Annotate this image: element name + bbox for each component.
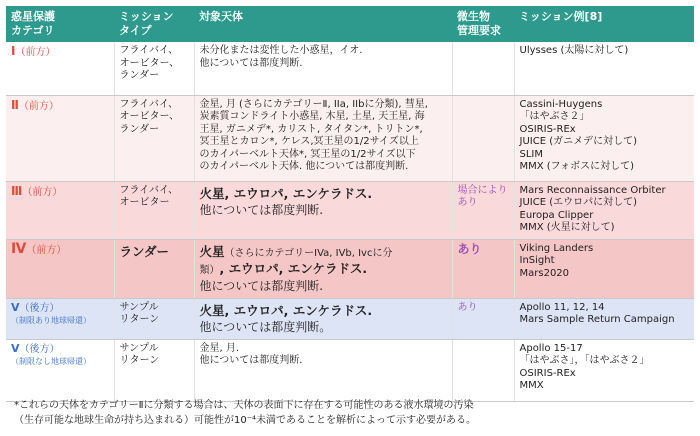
examples-cell: Apollo 11, 12, 14 Mars Sample Return Campaign xyxy=(514,298,694,339)
examples-cell: Apollo 15-17 「はやぶさ」，「はやぶさ２」 OSIRIS-REx MMX xyxy=(514,339,694,401)
category-cell: Ⅲ（前方） xyxy=(6,181,114,239)
mission-type-cell: フライバイ、 オービター xyxy=(114,181,194,239)
target-cell: 金星, 月 (さらにカテゴリーⅡ, IIa, IIbに分類), 彗星, 炭素質コンドライト小惑星, 木星, 土星, 天王星, 海 王星, ガニメデ*, カリスト, タイタン*, トリトン*, 冥王星とカロン*, ケレス,冥王星の1/2サイズ以上 のカイパーベルト天体*, 冥王星の1/2サイズ以下 のカイパーベルト天体. 他については都度判断. xyxy=(194,95,452,181)
microbe-cell xyxy=(452,95,514,181)
category-cell: Ⅴ（後方） （制限なし地球帰還） xyxy=(6,339,114,401)
header-target: 対象天体 xyxy=(194,6,452,42)
examples-cell: Mars Reconnaissance Orbiter JUICE (エウロパに対して) Europa Clipper MMX (火星に対して) xyxy=(514,181,694,239)
mission-type-cell: フライバイ、 オービター、 ランダー xyxy=(114,95,194,181)
header-row xyxy=(6,6,694,42)
category-cell: Ⅳ（前方） xyxy=(6,239,114,298)
table-row xyxy=(6,95,694,181)
microbe-cell: あり xyxy=(452,298,514,339)
table-row xyxy=(6,181,694,239)
category-cell: Ⅴ（後方） （制限あり地球帰還） xyxy=(6,298,114,339)
table-row xyxy=(6,339,694,401)
header-examples: ミッション例[8] xyxy=(514,6,694,42)
table-row xyxy=(6,42,694,95)
category-cell: Ⅱ（前方） xyxy=(6,95,114,181)
table-row xyxy=(6,298,694,339)
header-mission-type: ミッション タイプ xyxy=(114,6,194,42)
category-cell: Ⅰ（前方） xyxy=(6,42,114,95)
target-cell: 火星, エウロパ, エンケラドス. 他については都度判断. xyxy=(194,181,452,239)
microbe-cell xyxy=(452,42,514,95)
mission-type-cell: フライバイ、 オービター、 ランダー xyxy=(114,42,194,95)
footnote: *これらの天体をカテゴリーⅡに分類する場合は、天体の表面下に存在する可能性のある液水環境の汚染 （生存可能な地球生命が持ち込まれる）可能性が10⁻⁴未満であることを解析によって示す必要がある。 xyxy=(14,400,477,426)
header-category: 惑星保護 カテゴリ xyxy=(6,6,114,42)
target-cell: 未分化または変性した小惑星，イオ. 他については都度判断. xyxy=(194,42,452,95)
examples-cell: Viking Landers InSight Mars2020 xyxy=(514,239,694,298)
mission-type-cell: サンプル リターン xyxy=(114,339,194,401)
target-cell: 火星, エウロパ, エンケラドス. 他については都度判断。 xyxy=(194,298,452,339)
header-microbe: 微生物 管理要求 xyxy=(452,6,514,42)
microbe-cell xyxy=(452,339,514,401)
target-cell: 火星（さらにカテゴリーIVa, IVb, Ivcに分 類）, エウロパ, エンケラドス. 他については都度判断. xyxy=(194,239,452,298)
mission-type-cell: ランダー xyxy=(114,239,194,298)
planetary-protection-table xyxy=(6,6,694,402)
table-row xyxy=(6,239,694,298)
examples-cell: Cassini-Huygens 「はやぶさ２」 OSIRIS-REx JUICE (ガニメデに対して) SLIM MMX (フォボスに対して) xyxy=(514,95,694,181)
target-cell: 金星, 月. 他については都度判断. xyxy=(194,339,452,401)
examples-cell: Ulysses (太陽に対して) xyxy=(514,42,694,95)
microbe-cell: 場合により あり xyxy=(452,181,514,239)
mission-type-cell: サンプル リターン xyxy=(114,298,194,339)
microbe-cell: あり xyxy=(452,239,514,298)
